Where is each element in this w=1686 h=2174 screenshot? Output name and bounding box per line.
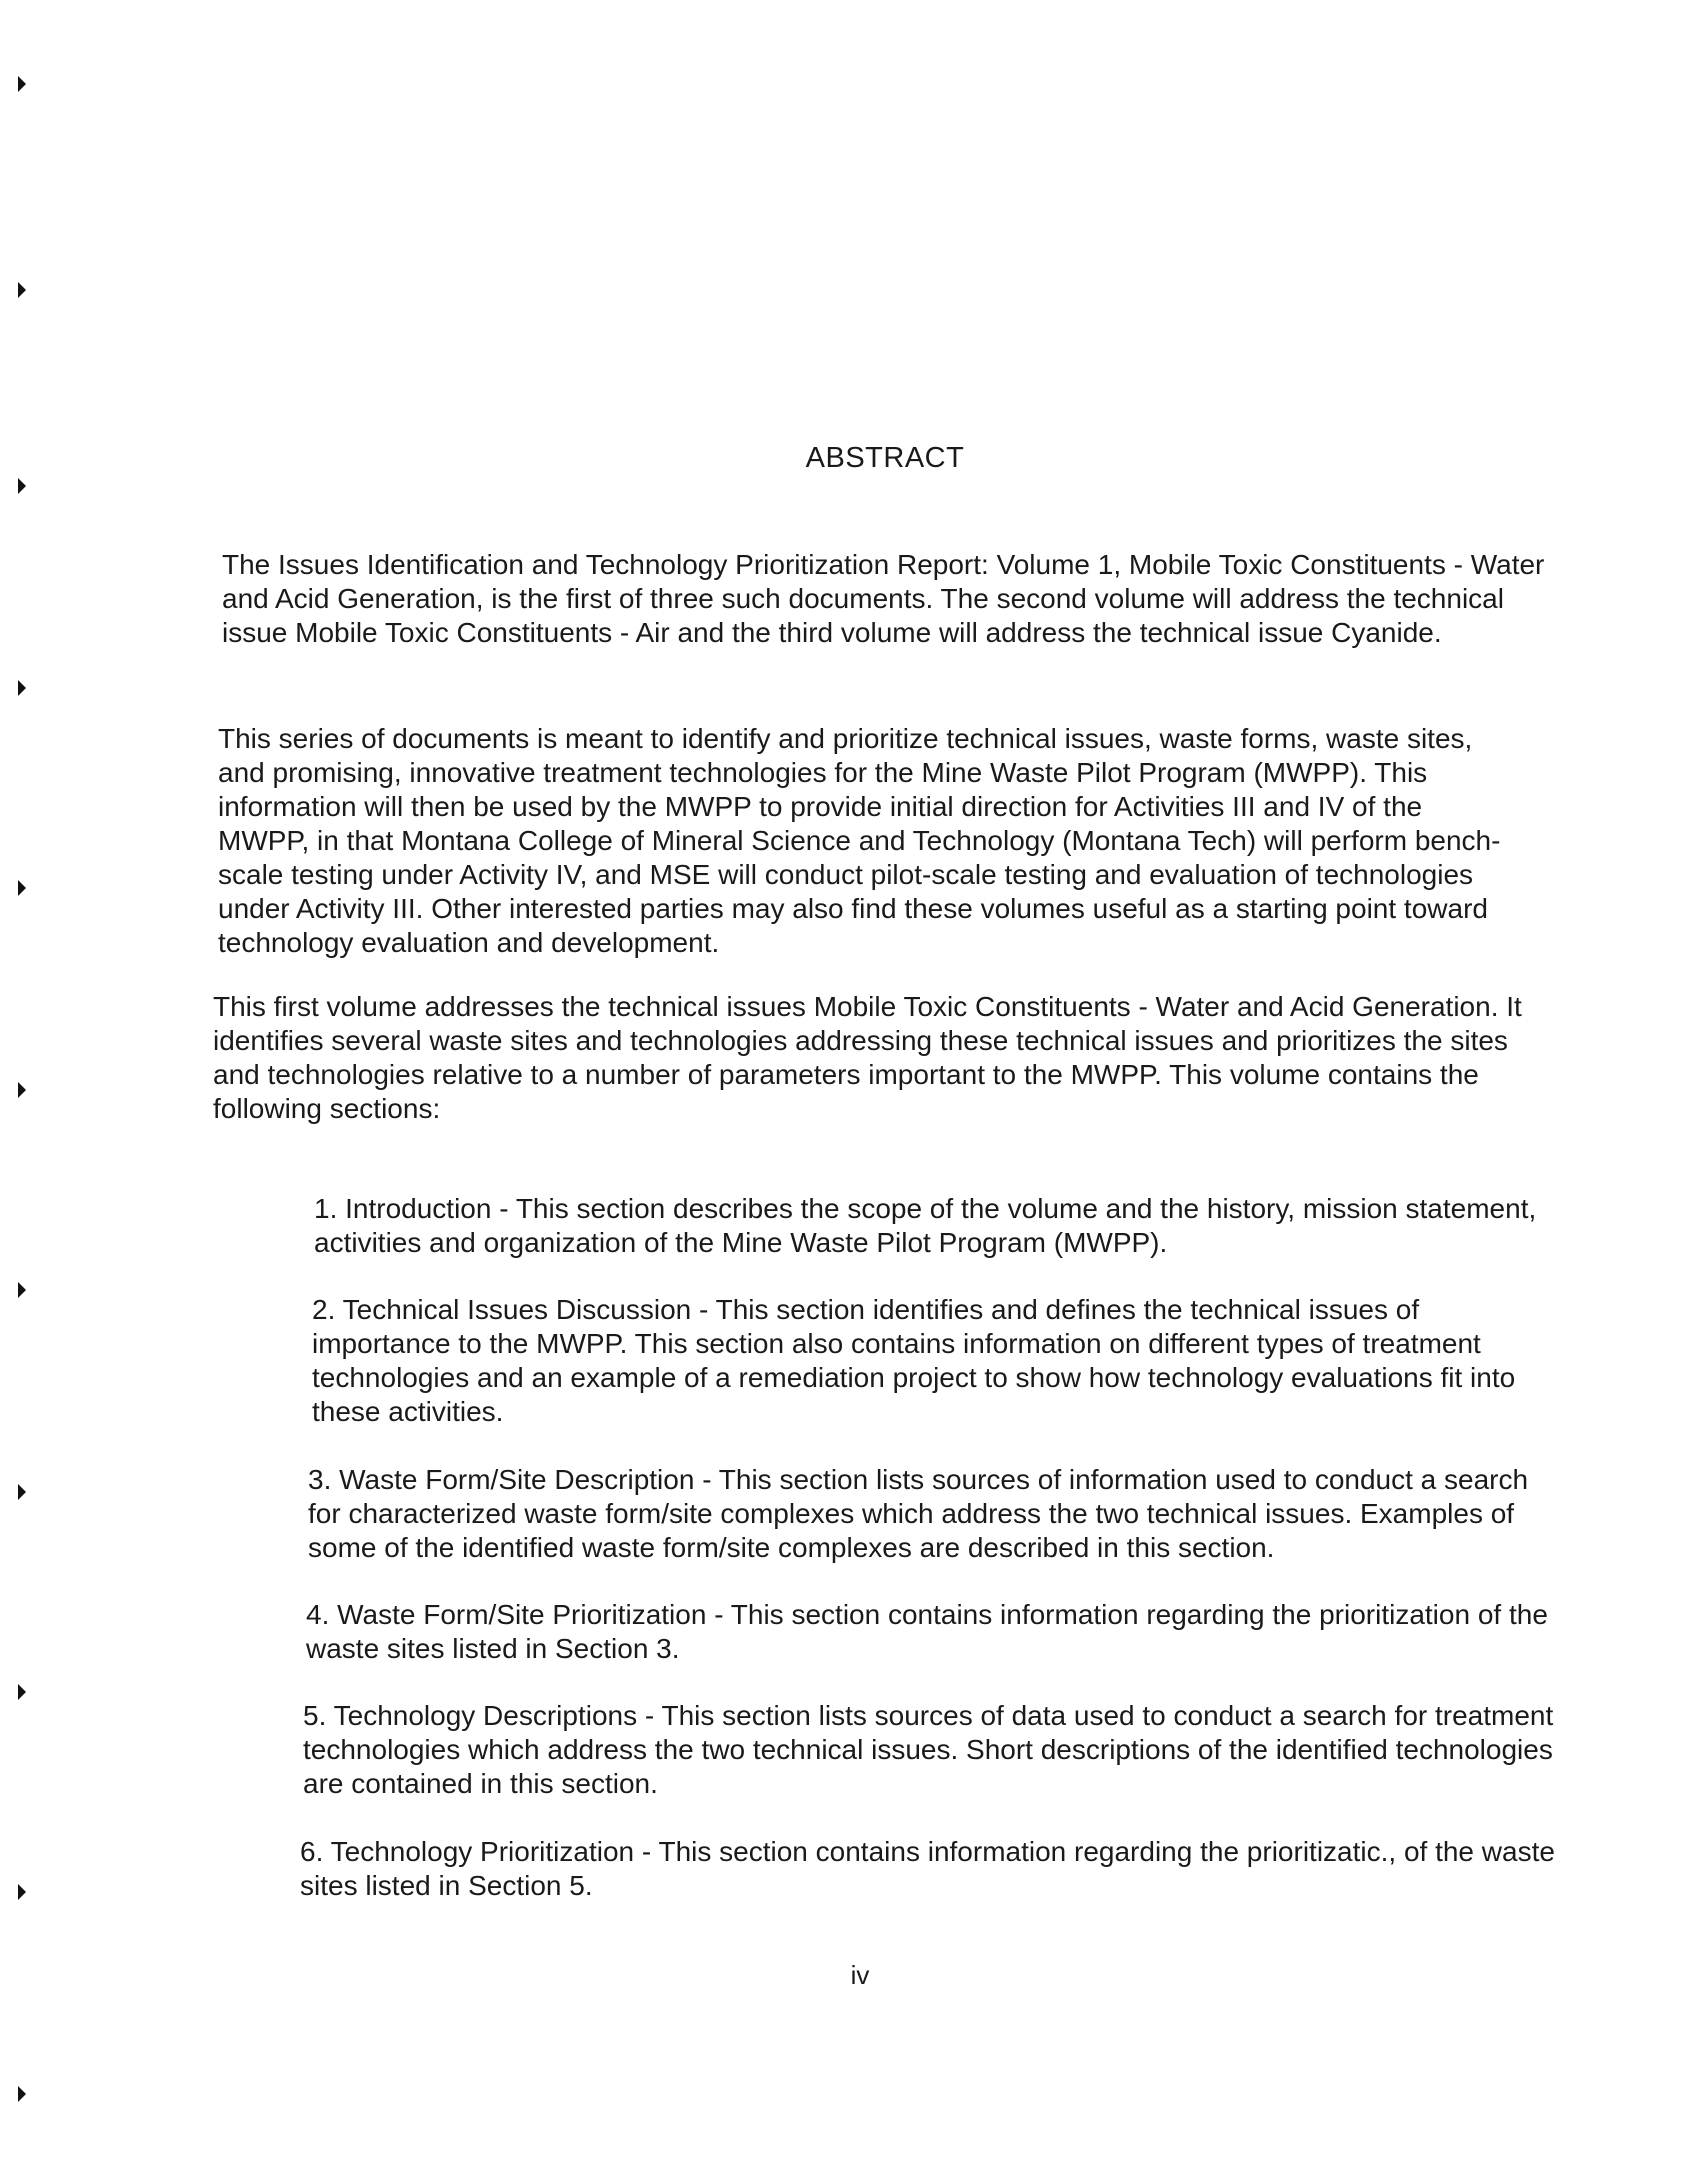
binding-mark (18, 1282, 26, 1298)
section-item-technical-issues: 2. Technical Issues Discussion - This section identifies and defines the technical issues of importance to the MWPP. This section also contains information on different types of treatment technologies and an example of a remediation project to show how technology evaluations fit into these activities. (312, 1294, 1516, 1427)
abstract-paragraph-3: This first volume addresses the technical issues Mobile Toxic Constituents - Water and Acid Generation. It identifies several waste sites and technologies addressing these technical issues and prioritizes the sites and technologies relative to a number of parameters important to the MWPP. This volume contains the following sections: (213, 991, 1522, 1124)
binding-mark (18, 2086, 26, 2102)
binding-mark (18, 880, 26, 896)
section-item-waste-form-prioritization: 4. Waste Form/Site Prioritization - This section contains information regarding the prioritization of the waste sites listed in Section 3. (306, 1599, 1548, 1664)
binding-mark (18, 680, 26, 696)
section-item-technology-descriptions: 5. Technology Descriptions - This section lists sources of data used to conduct a search for treatment technologies which address the two technical issues. Short descriptions of the identified technologies are contained in this section. (303, 1700, 1554, 1799)
abstract-paragraph-1: The Issues Identification and Technology Prioritization Report: Volume 1, Mobile Toxic Constituents - Water and Acid Generation, is the first of three such documents. The second volume will address the technical issue Mobile Toxic Constituents - Air and the third volume will address the technical issue Cyanide. (222, 549, 1545, 648)
binding-mark (18, 1684, 26, 1700)
binding-mark (18, 1884, 26, 1900)
binding-mark (18, 282, 26, 298)
binding-mark (18, 1484, 26, 1500)
binding-mark (18, 1082, 26, 1098)
binding-mark (18, 478, 26, 494)
section-item-technology-prioritization: 6. Technology Prioritization - This section contains information regarding the prioritizatic., of the waste sites listed in Section 5. (300, 1836, 1555, 1901)
page-number: iv (850, 1960, 870, 1990)
page-title: ABSTRACT (805, 442, 965, 474)
binding-mark (18, 76, 26, 92)
abstract-paragraph-2: This series of documents is meant to identify and prioritize technical issues, waste forms, waste sites, and promising, innovative treatment technologies for the Mine Waste Pilot Program (MWPP). This information will then be used by the MWPP to provide initial direction for Activities III and IV of the MWPP, in that Montana College of Mineral Science and Technology (Montana Tech) will perform bench-scale testing under Activity IV, and MSE will conduct pilot-scale testing and evaluation of technologies under Activity III. Other interested parties may also find these volumes useful as a starting point toward technology evaluation and development. (218, 723, 1501, 958)
section-item-waste-form-description: 3. Waste Form/Site Description - This section lists sources of information used to conduct a search for characterized waste form/site complexes which address the two technical issues. Examples of some of the identified waste form/site complexes are described in this section. (308, 1464, 1529, 1563)
section-item-introduction: 1. Introduction - This section describes the scope of the volume and the history, mission statement, activities and organization of the Mine Waste Pilot Program (MWPP). (314, 1193, 1537, 1258)
